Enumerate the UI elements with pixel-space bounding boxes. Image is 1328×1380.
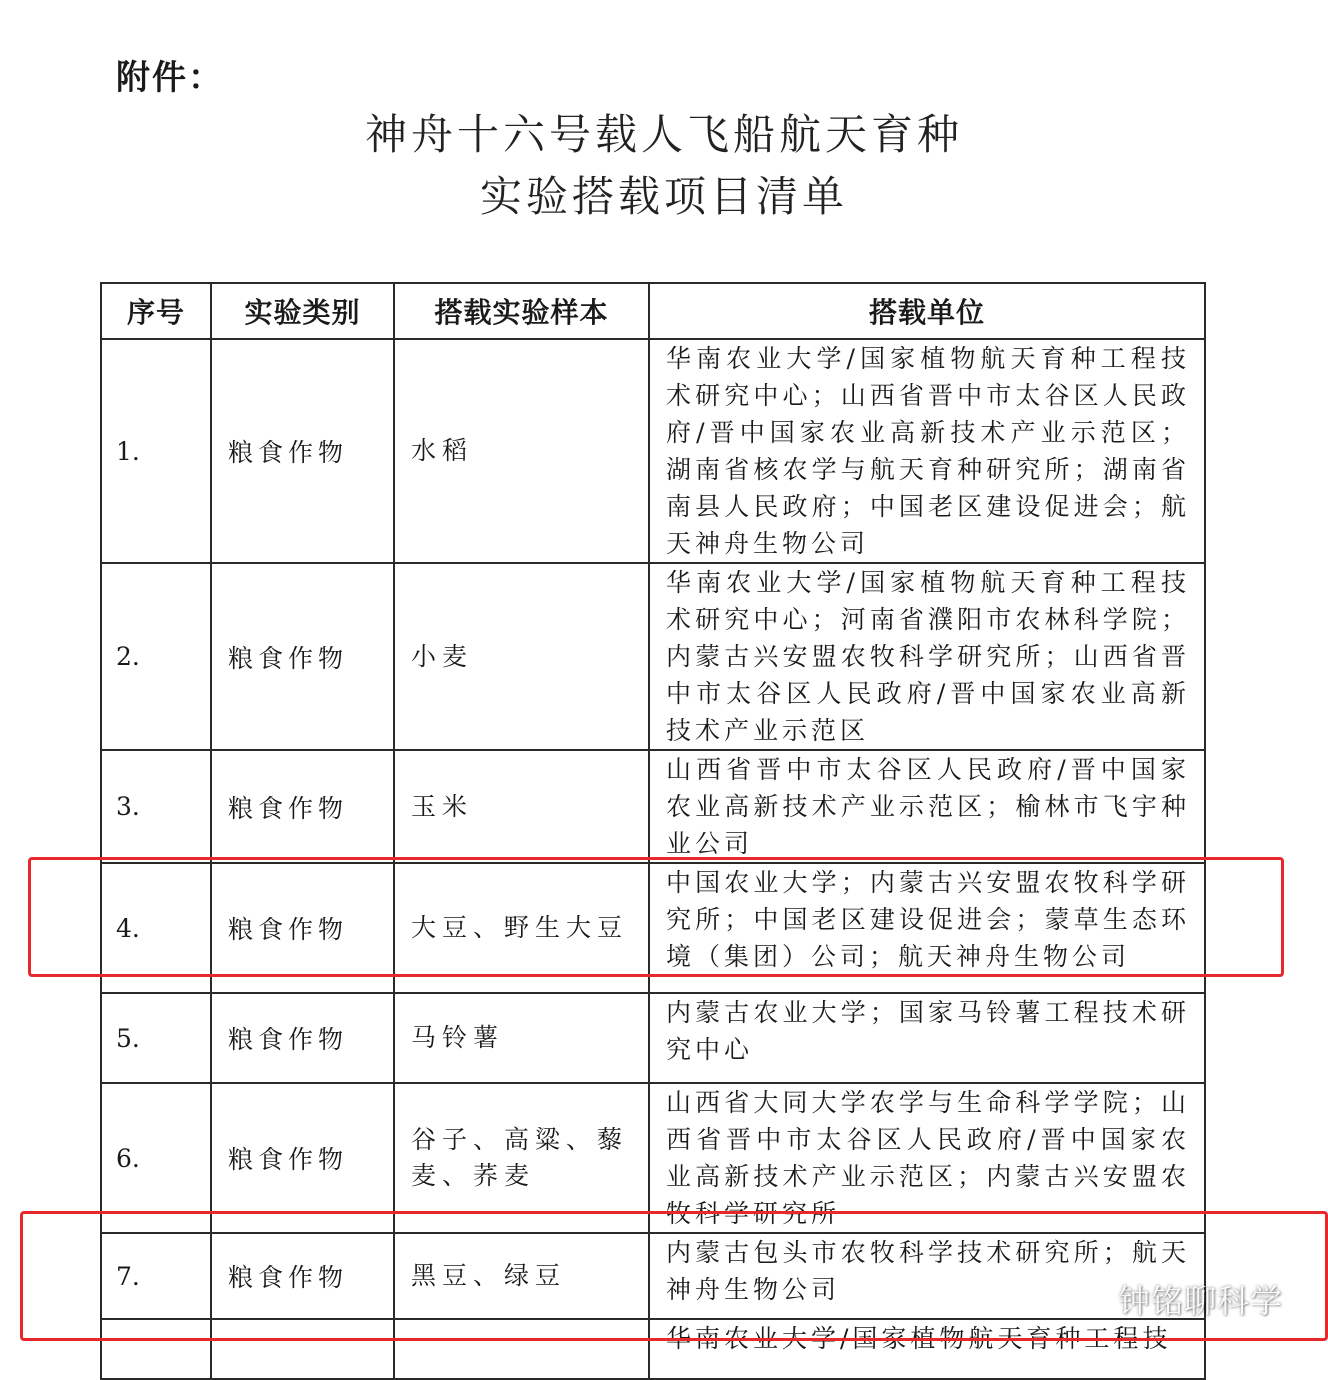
row-category: 粮食作物	[211, 1233, 394, 1319]
document-title-line1: 神舟十六号载人飞船航天育种	[364, 110, 963, 159]
row-sample: 黑豆、绿豆	[394, 1233, 649, 1319]
row-no: 6.	[101, 1083, 211, 1233]
highlight-box-row-4	[28, 857, 1284, 977]
row-no: 1.	[101, 339, 211, 563]
table-row	[101, 563, 1205, 750]
row-units: 华南农业大学/国家植物航天育种工程技术研究中心；河南省濮阳市农林科学院；内蒙古兴安盟农牧科学研究所；山西省晋中市太谷区人民政府/晋中国家农业高新技术产业示范区	[649, 563, 1205, 750]
row-units: 华南农业大学/国家植物航天育种工程技术研究中心；山西省晋中市太谷区人民政府/晋中国家农业高新技术产业示范区；湖南省核农学与航天育种研究所；湖南省南县人民政府；中国老区建设促进会；航天神舟生物公司	[649, 339, 1205, 563]
row-units: 山西省晋中市太谷区人民政府/晋中国家农业高新技术产业示范区；榆林市飞宇种业公司	[649, 750, 1205, 863]
row-category: 粮食作物	[211, 1083, 394, 1233]
row-sample: 水稻	[394, 339, 649, 563]
row-sample: 玉米	[394, 750, 649, 863]
row-units: 内蒙古包头市农牧科学技术研究所；航天神舟生物公司	[649, 1233, 1205, 1319]
table-header-row	[101, 283, 1205, 339]
row-category: 粮食作物	[211, 993, 394, 1083]
row-no: 7.	[101, 1233, 211, 1319]
watermark-text: 钟铭聊科学	[1118, 1282, 1284, 1320]
row-category: 粮食作物	[211, 863, 394, 993]
header-category: 实验类别	[211, 283, 394, 339]
row-category: 粮食作物	[211, 563, 394, 750]
row-no: 4.	[101, 863, 211, 993]
row-sample: 大豆、野生大豆	[394, 863, 649, 993]
row-no: 3.	[101, 750, 211, 863]
row-no: 2.	[101, 563, 211, 750]
row-units: 内蒙古农业大学；国家马铃薯工程技术研究中心	[649, 993, 1205, 1083]
attachment-label: 附件：	[116, 58, 224, 98]
row-no: 5.	[101, 993, 211, 1083]
row-category: 粮食作物	[211, 750, 394, 863]
row-units: 山西省大同大学农学与生命科学学院；山西省晋中市太谷区人民政府/晋中国家农业高新技术产业示范区；内蒙古兴安盟农牧科学研究所	[649, 1083, 1205, 1233]
table-row	[101, 750, 1205, 863]
row-units: 华南农业大学/国家植物航天育种工程技	[649, 1319, 1205, 1379]
table-row	[101, 339, 1205, 563]
document-title-line2: 实验搭载项目清单	[479, 172, 848, 221]
header-units: 搭载单位	[649, 283, 1205, 339]
header-no: 序号	[101, 283, 211, 339]
table-row	[101, 993, 1205, 1083]
row-units: 中国农业大学；内蒙古兴安盟农牧科学研究所；中国老区建设促进会；蒙草生态环境（集团）公司；航天神舟生物公司	[649, 863, 1205, 993]
row-category: 粮食作物	[211, 339, 394, 563]
header-sample: 搭载实验样本	[394, 283, 649, 339]
row-sample: 小麦	[394, 563, 649, 750]
row-sample: 马铃薯	[394, 993, 649, 1083]
row-sample: 谷子、高粱、藜麦、荞麦	[394, 1083, 649, 1233]
